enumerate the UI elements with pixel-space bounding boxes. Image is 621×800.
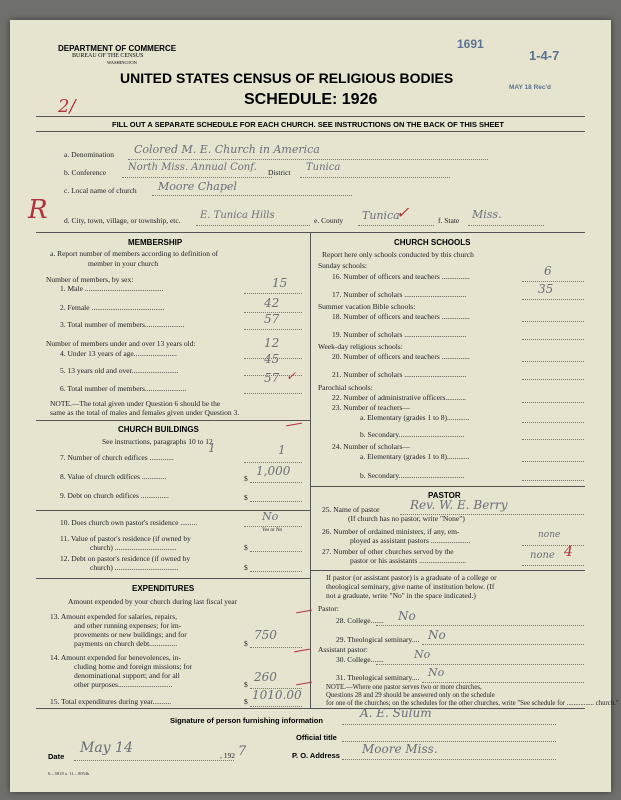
debt-edifices-label: 9. Debt on church edifices ............... xyxy=(60,491,169,500)
q25-label: 25. Name of pastor xyxy=(322,505,380,514)
conference-value: North Miss. Annual Conf. xyxy=(128,162,257,173)
q24-label: 24. Number of scholars— xyxy=(332,442,410,451)
dollar-12: $ xyxy=(244,563,248,572)
total-q6-check: ✓ xyxy=(286,369,297,383)
members-by-sex: Number of members, by sex: xyxy=(46,275,134,284)
parochial-schools-label: Parochial schools: xyxy=(318,383,373,392)
instructions-banner: FILL OUT A SEPARATE SCHEDULE FOR EACH CHURCH. SEE INSTRUCTIONS ON THE BACK OF THIS SHEET xyxy=(112,120,504,129)
membership-heading: MEMBERSHIP xyxy=(128,238,183,247)
schools-heading: CHURCH SCHOOLS xyxy=(394,238,471,247)
pastor-heading: PASTOR xyxy=(428,491,461,500)
debt-residence-label: 12. Debt on pastor's residence (if owned by xyxy=(60,554,191,563)
male-label: 1. Male .......................................... xyxy=(60,284,164,293)
weekday-schools-label: Week-day religious schools: xyxy=(318,342,403,351)
q30-value: No xyxy=(414,648,431,661)
under13-value: 12 xyxy=(264,336,280,350)
signature-value: A. E. Sulum xyxy=(360,706,432,720)
po-address-value: Moore Miss. xyxy=(362,742,438,756)
dollar-14: $ xyxy=(244,680,248,689)
membership-intro-1: a. Report number of members according to definition of xyxy=(50,249,219,258)
red-dash-edifice xyxy=(286,423,302,427)
q19-label: 19. Number of scholars ................................. xyxy=(332,330,467,339)
stamp-code: 1-4-7 xyxy=(529,48,560,63)
dollar-13: $ xyxy=(244,639,248,648)
exp-q13-line3: provements or new buildings; and for xyxy=(74,630,187,639)
graduate-note-1: If pastor (or assistant pastor) is a graduate of a college or xyxy=(326,573,497,582)
under13-label: 4. Under 13 years of age....................... xyxy=(60,349,177,358)
q17-value: 35 xyxy=(538,282,554,296)
state-value: Miss. xyxy=(472,208,502,221)
value-residence-label-2: church) ................................. xyxy=(90,543,177,552)
q23b-label: b. Secondary................................... xyxy=(360,430,465,439)
po-address-label: P. O. Address xyxy=(292,751,340,760)
handwritten-number: 2/ xyxy=(58,96,76,117)
local-name-label: c. Local name of church xyxy=(64,186,137,195)
denomination-label: a. Denomination xyxy=(64,150,114,159)
dollar-11: $ xyxy=(244,543,248,552)
sunday-schools-label: Sunday schools: xyxy=(318,261,367,270)
exp-q14-line1: 14. Amount expended for benevolences, in- xyxy=(50,653,182,662)
female-value: 42 xyxy=(264,296,280,310)
district-value: Tunica xyxy=(306,162,341,173)
exp-q13-value: 750 xyxy=(254,628,277,642)
buildings-instructions: See instructions, paragraphs 10 to 12 xyxy=(102,437,213,446)
dollar-8: $ xyxy=(244,474,248,483)
assistant-pastor-label: Assistant pastor: xyxy=(318,645,368,654)
q24b-label: b. Secondary................................... xyxy=(360,471,465,480)
q22-label: 22. Number of administrative officers........... xyxy=(332,393,466,402)
q24a-label: a. Elementary (grades 1 to 8)............ xyxy=(360,452,470,461)
q29-value: No xyxy=(428,628,446,642)
total-q6-value: 57 xyxy=(264,371,280,385)
q26-label-2: ployed as assistant pastors ..................... xyxy=(350,536,471,545)
city-value: E. Tunica Hills xyxy=(200,210,275,221)
membership-note-1: NOTE.—The total given under Question 6 should be the xyxy=(50,399,221,408)
exp-q13-line2: and other running expenses; for im- xyxy=(74,621,182,630)
red-dash-14 xyxy=(294,649,310,653)
membership-note-2: same as the total of males and females given under Question 3. xyxy=(50,408,240,417)
male-value: 15 xyxy=(272,276,288,290)
dollar-9: $ xyxy=(244,493,248,502)
vacation-schools-label: Summer vacation Bible schools: xyxy=(318,302,416,311)
residence-label: 10. Does church own pastor's residence ......... xyxy=(60,518,198,527)
q28-label: 28. College....... xyxy=(336,616,384,625)
form-number: 6—5818 a. 11—9054b xyxy=(48,771,90,776)
exp-q15-label: 15. Total expenditures during year.......... xyxy=(50,697,172,706)
exp-q14-line3: denominational support; and for all xyxy=(74,671,180,680)
official-title-label: Official title xyxy=(296,733,337,742)
over13-value: 45 xyxy=(264,352,280,366)
total-q6-label: 6. Total number of members...................... xyxy=(60,384,187,393)
date-label: Date xyxy=(48,752,65,761)
total-members-value: 57 xyxy=(264,312,280,326)
exp-q15-value: 1010.00 xyxy=(252,688,302,702)
q27-label: 27. Number of other churches served by the xyxy=(322,547,454,556)
exp-q13-line4: payments on church debt............... xyxy=(74,639,178,648)
q26-value: none xyxy=(538,530,561,540)
buildings-heading: CHURCH BUILDINGS xyxy=(118,425,199,434)
pastor-sub-label: Pastor: xyxy=(318,604,339,613)
county-value: Tunica xyxy=(362,209,400,222)
q28-value: No xyxy=(398,609,416,623)
debt-residence-label-2: church) .................................. xyxy=(90,563,179,572)
q30-label: 30. College....... xyxy=(336,655,384,664)
edifices-value: 1 xyxy=(278,443,286,457)
form-title: UNITED STATES CENSUS OF RELIGIOUS BODIES xyxy=(120,70,454,86)
value-edifices-label: 8. Value of church edifices ............. xyxy=(60,472,167,481)
district-label: District xyxy=(268,168,291,177)
census-form xyxy=(10,20,619,792)
state-label: f. State xyxy=(438,216,460,225)
over13-label: 5. 13 years old and over......................... xyxy=(60,366,179,375)
county-check: ✓ xyxy=(396,203,410,222)
q23a-label: a. Elementary (grades 1 to 8)............ xyxy=(360,413,470,422)
q20-label: 20. Number of officers and teachers ............... xyxy=(332,352,470,361)
department-label: DEPARTMENT OF COMMERCE xyxy=(58,44,177,53)
exp-q14-value: 260 xyxy=(254,670,277,684)
city-label: d. City, town, village, or township, etc. xyxy=(64,216,181,225)
q26-label: 26. Number of ordained ministers, if any, em- xyxy=(322,527,460,536)
q25-hint: (If church has no pastor, write "None") xyxy=(348,514,465,523)
q21-label: 21. Number of scholars ................................. xyxy=(332,370,467,379)
red-r-mark: R xyxy=(28,195,48,225)
q17-label: 17. Number of scholars ................................. xyxy=(332,290,467,299)
q16-label: 16. Number of officers and teachers ............... xyxy=(332,272,470,281)
year-value: 7 xyxy=(238,744,247,759)
q27-red-mark: 4 xyxy=(564,544,573,560)
graduate-note-2: theological seminary, give name of institution below. (If xyxy=(326,582,495,591)
schedule-title: SCHEDULE: 1926 xyxy=(244,91,378,108)
membership-intro-2: member in your church xyxy=(88,259,159,268)
exp-q14-line2: cluding home and foreign missions; for xyxy=(74,662,193,671)
expenditures-intro: Amount expended by your church during last fiscal year xyxy=(68,597,238,606)
signature-label: Signature of person furnishing information xyxy=(170,716,323,725)
conference-label: b. Conference xyxy=(64,168,107,177)
q27-value: none xyxy=(530,550,555,561)
q31-value: No xyxy=(428,666,445,679)
county-label: e. County xyxy=(314,216,344,225)
pastor-note-2: Questions 28 and 29 should be answered only on the schedule xyxy=(326,692,495,699)
value-edifices-value: 1,000 xyxy=(256,464,291,478)
pastor-note-3: for one of the churches; on the schedules for the other churches, write "See schedule for ................ church." xyxy=(326,700,619,707)
q18-label: 18. Number of officers and teachers ............... xyxy=(332,312,470,321)
edifices-mark: 1 xyxy=(208,441,216,455)
washington-label: WASHINGTON xyxy=(107,60,137,65)
stamp-number: 1691 xyxy=(457,37,484,51)
expenditures-heading: EXPENDITURES xyxy=(132,584,195,593)
residence-value: No xyxy=(262,510,279,523)
stamp-date: MAY 18 Rec'd xyxy=(509,84,552,91)
under-over-label: Number of members under and over 13 years old: xyxy=(46,339,196,348)
yes-or-no-label: Yes or No xyxy=(262,528,283,533)
q29-label: 29. Theological seminary.... xyxy=(336,635,420,644)
exp-q14-line4: other purposes............................. xyxy=(74,680,173,689)
q16-value: 6 xyxy=(544,264,552,278)
pastor-note-1: NOTE.—Where one pastor serves two or more churches, xyxy=(326,684,482,691)
graduate-note-3: not a graduate, write "No" in the space indicated.) xyxy=(326,591,476,600)
total-members-label: 3. Total number of members..................... xyxy=(60,320,185,329)
date-value: May 14 xyxy=(80,740,133,756)
bureau-label: BUREAU OF THE CENSUS xyxy=(72,53,144,59)
value-residence-label: 11. Value of pastor's residence (if owned by xyxy=(60,534,191,543)
q23-label: 23. Number of teachers— xyxy=(332,403,410,412)
exp-q13-line1: 13. Amount expended for salaries, repairs, xyxy=(50,612,178,621)
local-name-value: Moore Chapel xyxy=(158,180,237,193)
dollar-15: $ xyxy=(244,697,248,706)
edifices-label: 7. Number of church edifices ............. xyxy=(60,453,174,462)
denomination-value: Colored M. E. Church in America xyxy=(134,143,320,156)
year-label: , 192 xyxy=(220,751,235,760)
q27-label-2: pastor or his assistants ......................... xyxy=(350,556,467,565)
schools-intro: Report here only schools conducted by this church xyxy=(322,250,474,259)
pastor-name-value: Rev. W. E. Berry xyxy=(410,498,508,512)
female-label: 2. Female ....................................... xyxy=(60,303,165,312)
q31-label: 31. Theological seminary.... xyxy=(336,673,420,682)
